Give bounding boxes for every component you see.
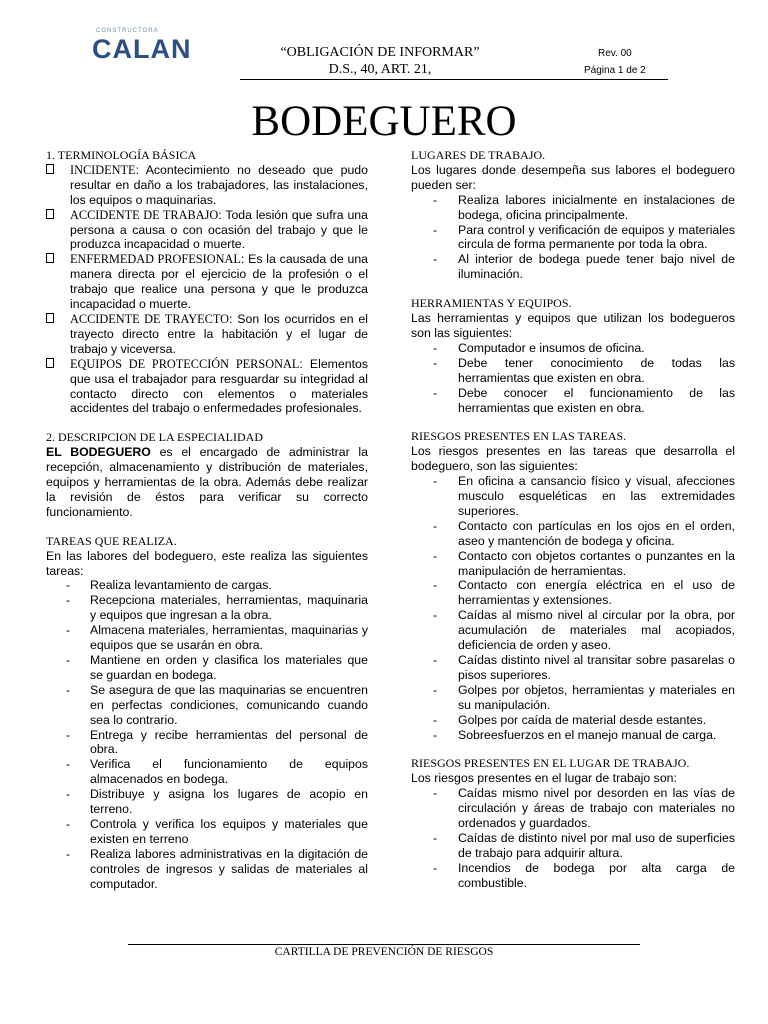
dash-bullet-icon: - — [433, 712, 438, 727]
workplace-item — [411, 223, 735, 253]
task-risk-item — [411, 549, 735, 579]
tool-item-text: Debe tener conocimiento de todas las herramientas que existen en obra. — [458, 355, 735, 385]
task-risk-item-text: Caídas distinto nivel al transitar sobre pasarelas o pisos superiores. — [458, 653, 735, 682]
tool-item — [411, 341, 735, 356]
task-risk-item-text: Contacto con energía eléctrica en el uso de herramientas y extensiones. — [458, 578, 735, 608]
dash-bullet-icon: - — [433, 727, 438, 742]
dash-bullet-icon: - — [433, 548, 438, 563]
header-rule — [240, 79, 668, 80]
workplace-item-text: Al interior de bodega puede tener bajo nivel de iluminación. — [458, 252, 735, 282]
bullet-box-icon — [46, 312, 66, 327]
task-risks-intro: Los riesgos presentes en las tareas que desarrolla el bodeguero, son las siguientes: — [411, 444, 735, 474]
task-risk-item — [411, 474, 735, 519]
dash-bullet-icon: - — [433, 385, 438, 400]
term-name: ACCIDENTE DE TRABAJO — [70, 207, 219, 222]
task-item — [46, 728, 368, 758]
task-item-text: Realiza labores administrativas en la digitación de controles de ingresos y salidas de materiales al computador. — [90, 846, 368, 891]
specialty-description — [46, 445, 368, 520]
bullet-box-icon — [46, 208, 66, 223]
task-item — [46, 683, 368, 728]
dash-bullet-icon: - — [433, 608, 438, 623]
task-risk-item-text: Caídas al mismo nivel al circular por la obra, por acumulación de materiales mal acopiados, deficiencia de orden y aseo. — [458, 608, 735, 653]
document-title: BODEGUERO — [251, 98, 517, 145]
task-item — [46, 757, 368, 787]
tasks-heading: TAREAS QUE REALIZA. — [46, 533, 177, 548]
task-risk-item — [411, 728, 735, 743]
tasks-list — [46, 578, 368, 891]
terminology-item — [46, 208, 368, 253]
revision-label: Rev. 00 — [598, 48, 632, 59]
dash-bullet-icon: - — [433, 653, 438, 667]
task-item — [46, 623, 368, 653]
task-risk-item-text: Contacto con partículas en los ojos en el orden, aseo y mantención de bodega y oficina. — [458, 518, 735, 548]
term-definition: : Son los ocurridos en el trayecto directo entre la habitación y el lugar de trabajo y viceversa. — [70, 311, 368, 356]
header-center — [220, 44, 540, 78]
dash-bullet-icon: - — [66, 757, 71, 772]
task-risks-list — [411, 474, 735, 742]
task-risk-item-text: Sobreesfuerzos en el manejo manual de carga. — [458, 727, 717, 742]
footer-rule — [128, 944, 640, 945]
place-risks-intro: Los riesgos presentes en el lugar de trabajo son: — [411, 771, 677, 786]
place-risk-item — [411, 831, 735, 861]
task-item-text: Almacena materiales, herramientas, maquinarias y equipos que se usarán en obra. — [90, 623, 368, 653]
dash-bullet-icon: - — [66, 846, 71, 861]
tools-intro: Las herramientas y equipos que utilizan los bodegueros son las siguientes: — [411, 311, 735, 340]
dash-bullet-icon: - — [433, 830, 438, 845]
tools-list — [411, 341, 735, 416]
bullet-box-icon — [46, 357, 66, 372]
task-item-text: Verifica el funcionamiento de equipos almacenados en bodega. — [90, 757, 368, 787]
dash-bullet-icon: - — [433, 578, 438, 593]
task-item-text: Se asegura de que las maquinarias se encuentren en perfectas condiciones, comunicando cuando sea lo contrario. — [90, 682, 368, 727]
place-risk-item — [411, 861, 735, 891]
place-risk-item-text: Caídas de distinto nivel por mal uso de superficies de trabajo para adquirir altura. — [458, 830, 735, 860]
dash-bullet-icon: - — [433, 518, 438, 533]
dash-bullet-icon: - — [433, 222, 438, 237]
task-risk-item — [411, 519, 735, 549]
task-risk-item — [411, 653, 735, 683]
terminology-heading: 1. TERMINOLOGÍA BÁSICA — [46, 148, 197, 162]
specialty-heading: 2. DESCRIPCION DE LA ESPECIALIDAD — [46, 430, 264, 445]
task-item — [46, 593, 368, 623]
tools-heading: HERRAMIENTAS Y EQUIPOS. — [411, 296, 572, 311]
dash-bullet-icon: - — [66, 578, 71, 593]
terminology-item — [46, 163, 368, 208]
task-item-text: Controla y verifica los equipos y materiales que existen en terreno — [90, 816, 368, 846]
logo-name: CALAN — [92, 34, 192, 64]
workplaces-intro: Los lugares donde desempeña sus labores el bodeguero pueden ser: — [411, 162, 735, 192]
place-risks-heading: RIESGOS PRESENTES EN EL LUGAR DE TRABAJO. — [411, 756, 690, 771]
task-item-text: Realiza levantamiento de cargas. — [90, 578, 272, 593]
task-risks-heading: RIESGOS PRESENTES EN LAS TAREAS. — [411, 429, 627, 444]
workplaces-heading: LUGARES DE TRABAJO. — [411, 148, 546, 162]
task-item — [46, 653, 368, 683]
dash-bullet-icon: - — [66, 653, 71, 667]
page-indicator: Página 1 de 2 — [584, 65, 646, 76]
task-risk-item-text: Contacto con objetos cortantes o punzantes en la manipulación de herramientas. — [458, 548, 735, 578]
term-name: EQUIPOS DE PROTECCIÓN PERSONAL — [70, 356, 300, 371]
dash-bullet-icon: - — [433, 786, 438, 801]
task-item-text: Entrega y recibe herramientas del personal de obra. — [90, 727, 368, 757]
task-item-text: Recepciona materiales, herramientas, maquinaria y equipos que ingresan a la obra. — [90, 593, 368, 623]
task-item — [46, 787, 368, 817]
workplaces-list — [411, 193, 735, 282]
term-name: ACCIDENTE DE TRAYECTO — [70, 311, 230, 326]
workplace-item — [411, 252, 735, 282]
workplace-item-text: Para control y verificación de equipos y materiales circula de forma permanente por toda la obra. — [458, 222, 735, 252]
workplace-item — [411, 193, 735, 223]
dash-bullet-icon: - — [66, 682, 71, 697]
task-risk-item — [411, 713, 735, 728]
terminology-list — [46, 163, 368, 416]
logo-subtitle: CONSTRUCTORA — [96, 28, 159, 34]
dash-bullet-icon: - — [66, 816, 71, 831]
task-item — [46, 847, 368, 892]
task-item — [46, 578, 368, 593]
dash-bullet-icon: - — [433, 252, 438, 267]
tool-item-text: Computador e insumos de oficina. — [458, 340, 645, 355]
task-risk-item-text: Golpes por objetos, herramientas y materiales en su manipulación. — [458, 682, 735, 712]
specialty-subject: EL BODEGUERO — [46, 445, 151, 460]
task-risk-item — [411, 608, 735, 653]
place-risk-item-text: Incendios de bodega por alta carga de combustible. — [458, 860, 735, 890]
dash-bullet-icon: - — [433, 340, 438, 355]
dash-bullet-icon: - — [433, 860, 438, 875]
tasks-intro: En las labores del bodeguero, este realiza las siguientes tareas: — [46, 548, 368, 578]
dash-bullet-icon: - — [433, 474, 438, 489]
specialty-text: es el encargado de administrar la recepción, almacenamiento y distribución de materiales, equipos y herramientas de la obra. Además debe realizar la revisión de éstos para verificar su correcto funcionamiento. — [46, 445, 369, 519]
tool-item — [411, 356, 735, 386]
dash-bullet-icon: - — [433, 682, 438, 697]
header-line-1: “OBLIGACIÓN DE INFORMAR” — [280, 45, 480, 60]
terminology-item — [46, 357, 368, 417]
tool-item — [411, 386, 735, 416]
dash-bullet-icon: - — [66, 727, 71, 742]
header-line-2: D.S., 40, ART. 21, — [328, 62, 432, 77]
place-risk-item — [411, 786, 735, 831]
workplace-item-text: Realiza labores inicialmente en instalaciones de bodega, oficina principalmente. — [458, 192, 735, 222]
task-risk-item-text: En oficina a cansancio físico y visual, afecciones musculo esqueléticas en las extremidades superiores. — [458, 474, 735, 518]
task-risk-item-text: Golpes por caída de material desde estantes. — [458, 712, 707, 727]
dash-bullet-icon: - — [66, 787, 71, 802]
terminology-item — [46, 252, 368, 312]
term-name: ENFERMEDAD PROFESIONAL — [70, 252, 241, 267]
task-item-text: Distribuye y asigna los lugares de acopio en terreno. — [90, 787, 368, 817]
term-definition: : Elementos que usa el trabajador para resguardar su integridad al contacto directo con elementos o materiales accidentes del trabajo o enfermedades profesionales. — [70, 356, 368, 416]
term-definition: : Acontecimiento no deseado que pudo resultar en daño a los trabajadores, las instalaciones, los equipos o maquinarias. — [70, 162, 368, 207]
bullet-box-icon — [46, 252, 66, 267]
term-definition: : Toda lesión que sufra una persona a causa o con ocasión del trabajo y que le produzca incapacidad o muerte. — [70, 207, 368, 252]
tool-item-text: Debe conocer el funcionamiento de las herramientas que existen en obra. — [458, 385, 735, 415]
dash-bullet-icon: - — [433, 355, 438, 370]
dash-bullet-icon: - — [433, 192, 438, 207]
bullet-box-icon — [46, 163, 66, 178]
task-item-text: Mantiene en orden y clasifica los materiales que se guardan en bodega. — [90, 653, 368, 682]
task-risk-item — [411, 578, 735, 608]
task-risk-item — [411, 683, 735, 713]
term-definition: : Es la causada de una manera directa por el ejercicio de la profesión o el trabajo que realice una persona y que le produzca incapacidad o muerte. — [70, 252, 368, 312]
company-logo — [92, 28, 192, 62]
place-risks-list — [411, 786, 735, 890]
footer-text: CARTILLA DE PREVENCIÓN DE RIESGOS — [274, 946, 494, 958]
place-risk-item-text: Caídas mismo nivel por desorden en las vías de circulación y áreas de trabajo con materiales no ordenados y guardados. — [458, 786, 735, 831]
left-column — [46, 148, 368, 892]
dash-bullet-icon: - — [66, 593, 71, 608]
terminology-item — [46, 312, 368, 357]
term-name: INCIDENTE — [70, 162, 136, 177]
task-item — [46, 817, 368, 847]
dash-bullet-icon: - — [66, 623, 71, 638]
right-column — [411, 148, 735, 891]
